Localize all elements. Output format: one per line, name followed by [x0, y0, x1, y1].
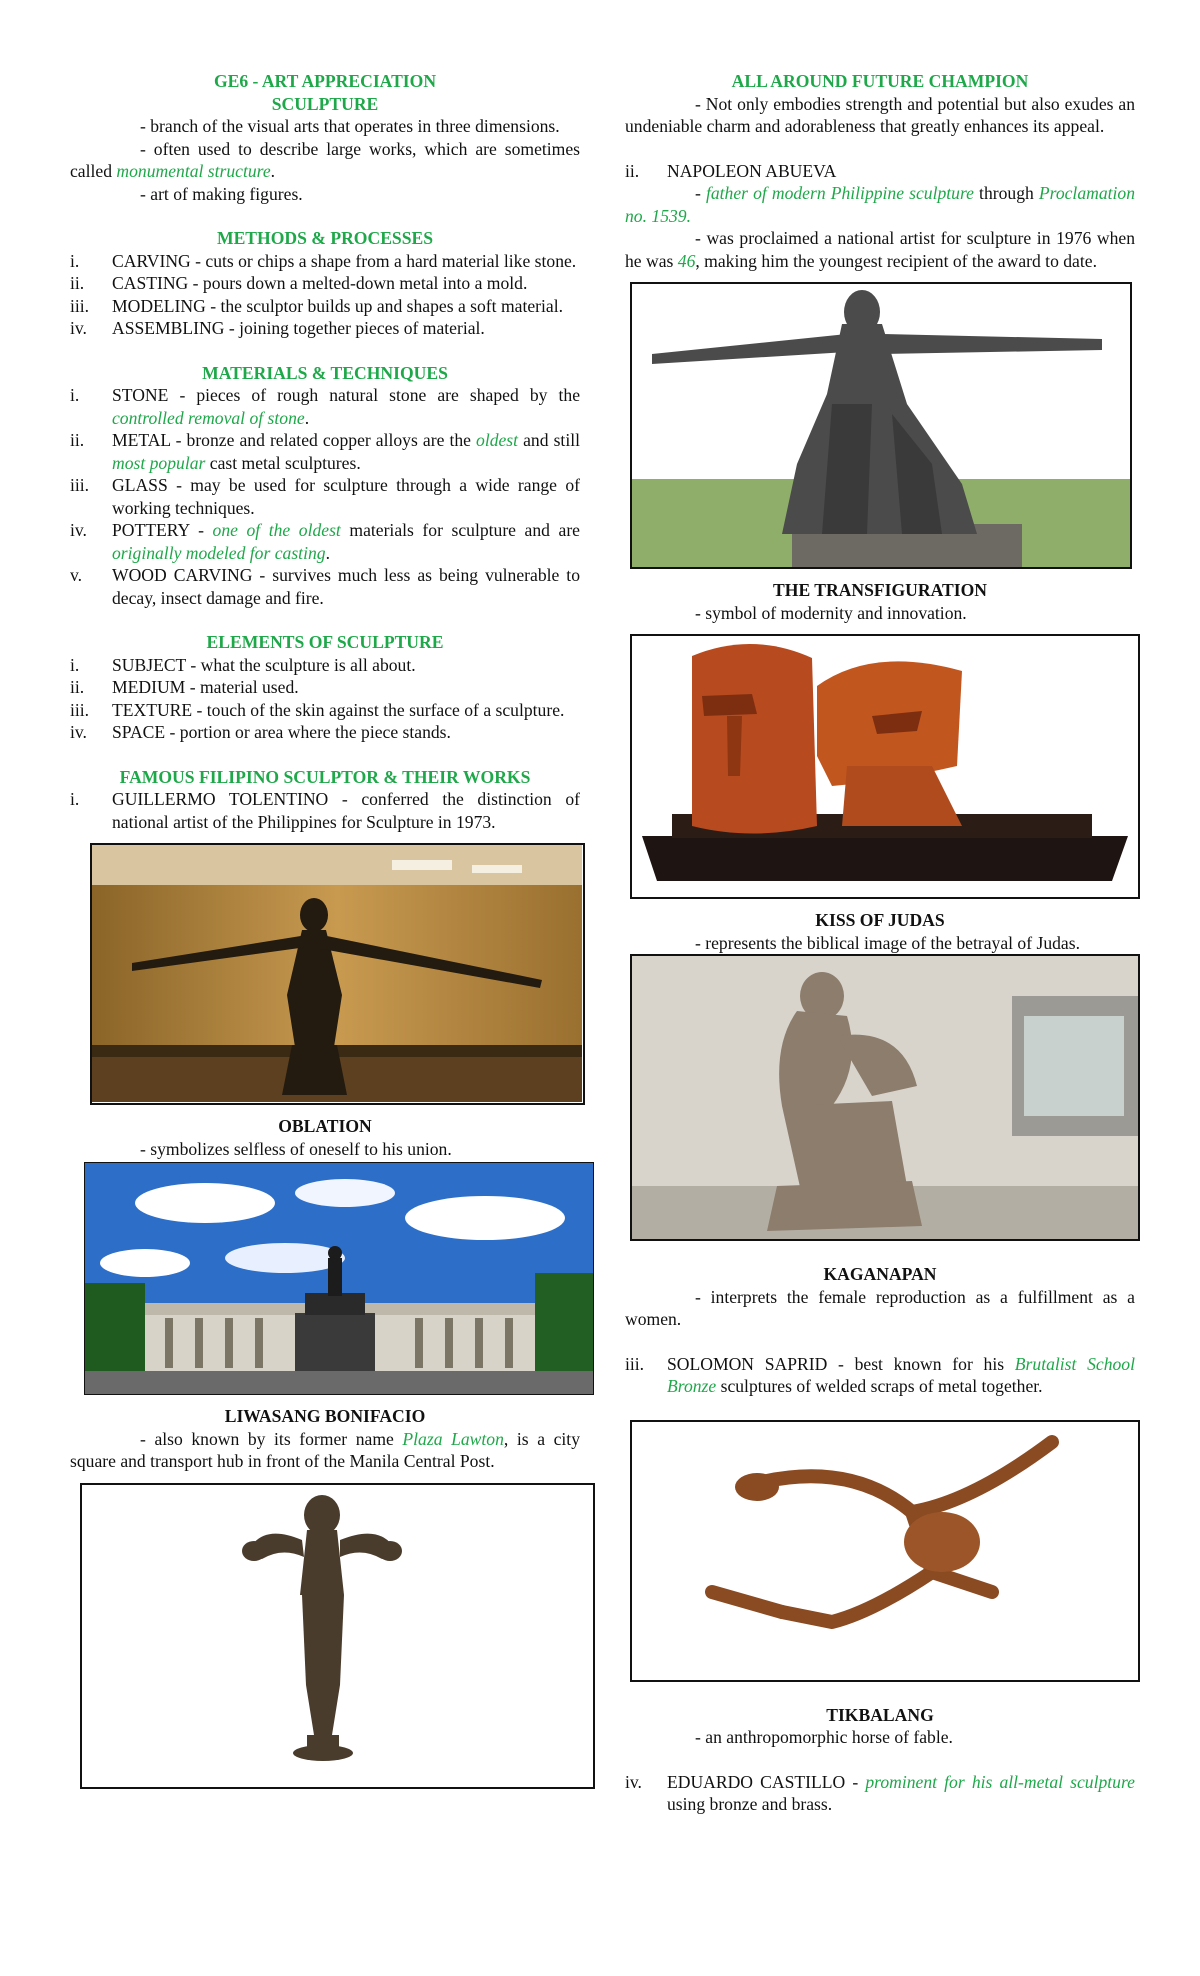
abueva-description-1: - father of modern Philippine sculpture through Proclamation no. 1539. — [625, 183, 1135, 226]
section-sculpture-heading: SCULPTURE — [271, 93, 379, 114]
kaganapan-description: - interprets the female reproduction as a fulfillment as a women. — [625, 1286, 1135, 1329]
elements-heading: ELEMENTS OF SCULPTURE — [206, 632, 444, 652]
list-item: i. SUBJECT - what the sculpture is all about. — [70, 654, 416, 675]
champion-description: - Not only embodies strength and potential but also exudes an undeniable charm and adorableness that greatly enhances its appeal. — [625, 93, 1135, 136]
list-item: iii. MODELING - the sculptor builds up and shapes a soft material. — [70, 295, 563, 316]
tikbalang-caption: TIKBALANG — [826, 1704, 934, 1725]
oblation-photo — [90, 843, 585, 1105]
list-item: iv. SPACE - portion or area where the piece stands. — [70, 722, 451, 742]
liwasang-bonifacio-photo — [84, 1162, 594, 1395]
tikbalang-photo — [630, 1420, 1140, 1682]
list-item: iii. SOLOMON SAPRID - best known for his Brutalist School Bronze sculptures of welded scraps of metal together. — [625, 1353, 1135, 1396]
document-title: GE6 - ART APPRECIATION — [213, 71, 437, 91]
kaganapan-photo — [630, 954, 1140, 1241]
kaganapan-caption: KAGANAPAN — [823, 1264, 937, 1284]
left-column — [70, 70, 580, 1789]
liwasang-bonifacio-caption: LIWASANG BONIFACIO — [224, 1406, 426, 1426]
intro-line-1: - branch of the visual arts that operates in three dimensions. — [140, 116, 560, 136]
list-item: i. GUILLERMO TOLENTINO - conferred the distinction of national artist of the Philippines for Sculpture in 1973. — [70, 789, 580, 832]
right-column — [625, 70, 1135, 1816]
list-item: v. WOOD CARVING - survives much less as being vulnerable to decay, insect damage and fire. — [70, 565, 580, 608]
intro-line-2: - often used to describe large works, which are sometimes called monumental structure. — [70, 138, 580, 181]
kiss-of-judas-description: - represents the biblical image of the betrayal of Judas. — [695, 932, 1080, 953]
all-around-future-champion-photo — [80, 1483, 595, 1789]
list-item: i. STONE - pieces of rough natural stone are shaped by the controlled removal of stone. — [70, 385, 580, 428]
list-item: ii. NAPOLEON ABUEVA — [625, 160, 837, 181]
liwasang-bonifacio-description: - also known by its former name Plaza Lawton, is a city square and transport hub in front of the Manila Central Post. — [70, 1428, 580, 1471]
list-item: i. CARVING - cuts or chips a shape from a hard material like stone. — [70, 250, 577, 271]
transfiguration-caption: THE TRANSFIGURATION — [773, 580, 987, 600]
list-item: iv. ASSEMBLING - joining together pieces of material. — [70, 318, 485, 338]
oblation-description: - symbolizes selfless of oneself to his union. — [140, 1138, 452, 1159]
famous-sculptors-heading: FAMOUS FILIPINO SCULPTOR & THEIR WORKS — [119, 766, 531, 787]
kiss-of-judas-caption: KISS OF JUDAS — [815, 910, 945, 930]
kiss-of-judas-photo — [630, 634, 1140, 899]
transfiguration-photo — [630, 282, 1132, 569]
tikbalang-description: - an anthropomorphic horse of fable. — [695, 1727, 953, 1747]
methods-heading: METHODS & PROCESSES — [216, 228, 434, 248]
transfiguration-description: - symbol of modernity and innovation. — [695, 602, 967, 623]
abueva-description-2: - was proclaimed a national artist for sculpture in 1976 when he was 46, making him the youngest recipient of the award to date. — [625, 228, 1135, 271]
list-item: ii. CASTING - pours down a melted-down metal into a mold. — [70, 273, 528, 293]
materials-heading: MATERIALS & TECHNIQUES — [202, 362, 448, 383]
list-item: iv. POTTERY - one of the oldest materials for sculpture and are originally modeled for casting. — [70, 520, 580, 563]
champion-heading: ALL AROUND FUTURE CHAMPION — [731, 71, 1029, 91]
oblation-caption: OBLATION — [278, 1116, 372, 1136]
list-item: ii. MEDIUM - material used. — [70, 677, 299, 697]
list-item: iii. TEXTURE - touch of the skin against the surface of a sculpture. — [70, 699, 565, 720]
list-item: ii. METAL - bronze and related copper alloys are the oldest and still most popular cast metal sculptures. — [70, 430, 580, 473]
list-item: iii. GLASS - may be used for sculpture through a wide range of working techniques. — [70, 475, 580, 518]
list-item: iv. EDUARDO CASTILLO - prominent for his all-metal sculpture using bronze and brass. — [625, 1771, 1135, 1814]
intro-line-3: - art of making figures. — [140, 183, 303, 204]
